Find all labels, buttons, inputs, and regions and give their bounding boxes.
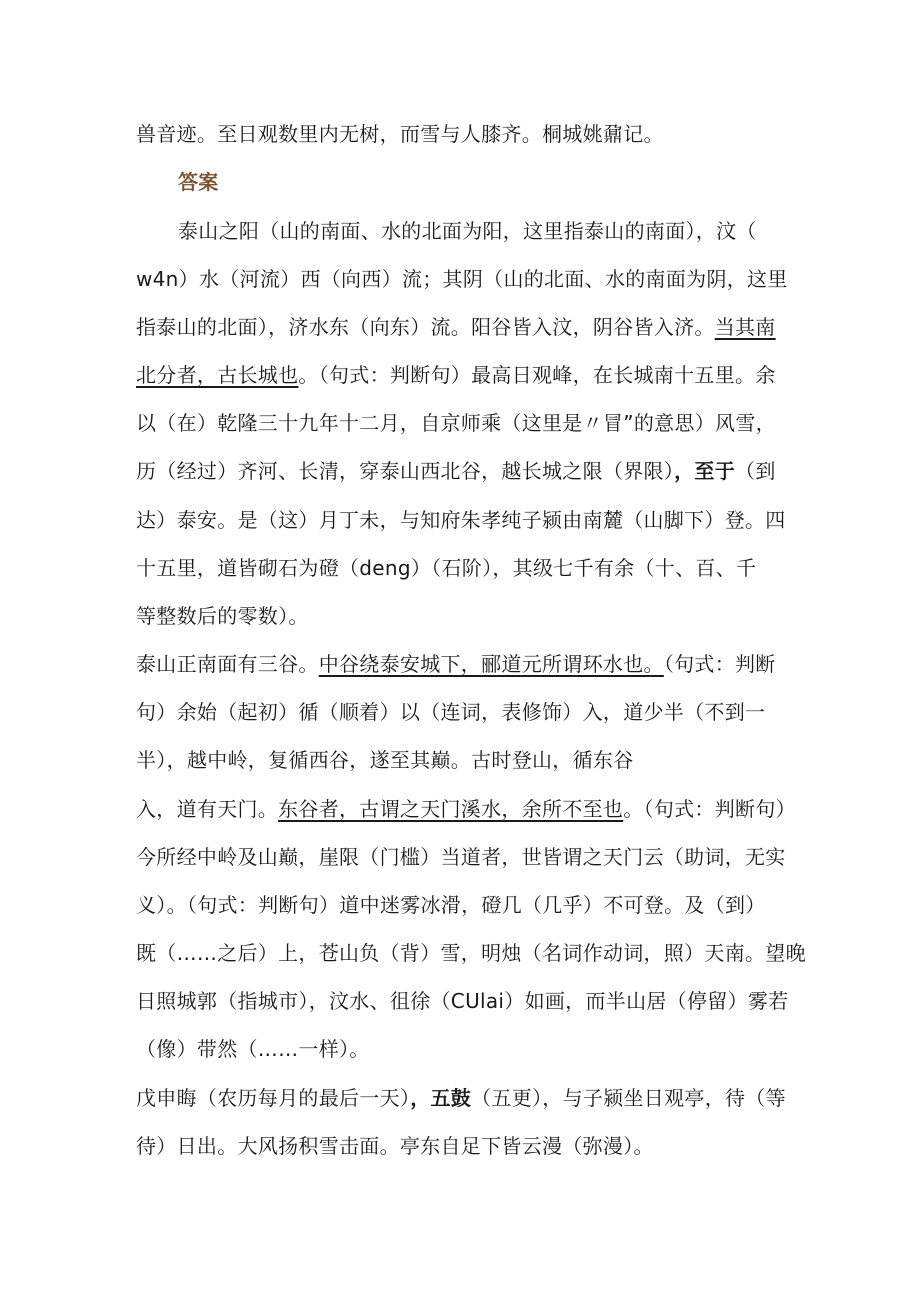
text-line [136, 1132, 654, 1160]
underlined-segment: 东谷者，古谓之天门溪水，余所不至也 [278, 797, 624, 821]
text-line [136, 602, 309, 630]
text-segment: 待）日出。大风扬积雪击面。亭东自足下皆云漫（弥漫）。 [136, 1134, 654, 1158]
text-segment: 。（句式：判断句）最高日观峰，在长城南十五里。余 [298, 363, 776, 387]
text-line [136, 361, 776, 389]
text-segment: w4n）水（河流）西（向西）流；其阴（山的北面、水的南面为阴，这里 [136, 267, 788, 291]
text-line [136, 843, 786, 871]
text-segment: 以（在）乾隆三十九年十二月，自京师乘（这里是〃冒”的意思）风雪， [136, 411, 776, 435]
text-segment: 等整数后的零数）。 [136, 604, 309, 628]
text-line [136, 1035, 370, 1063]
text-line [136, 265, 788, 293]
text-line [136, 939, 806, 967]
text-segment: 指泰山的北面），济水东（向东）流。阳谷皆入汶，阴谷皆入济。 [136, 315, 715, 339]
text-segment: 泰山之阳（山的南面、水的北面为阳，这里指泰山的南面），汶（ [178, 219, 757, 243]
text-line [136, 987, 788, 1015]
text-segment: 半），越中岭，复循西谷，遂至其巅。古时登山，循东谷 [136, 748, 634, 772]
text-line [136, 650, 776, 678]
text-segment: 历（经过）齐河、长清，穿泰山西北谷，越长城之限（界限） [136, 459, 675, 483]
underlined-segment: 中谷绕泰安城下，郦道元所谓环水也。 [318, 652, 664, 676]
text-line [136, 891, 766, 919]
text-segment: 入，道有天门。 [136, 797, 279, 821]
text-line [136, 795, 796, 823]
underlined-segment: 北分者，古长城也 [136, 363, 299, 387]
text-line [136, 457, 776, 485]
bold-segment: ，五鼓 [410, 1086, 472, 1110]
text-line [136, 554, 756, 582]
text-line [136, 409, 776, 437]
text-line [136, 506, 786, 534]
text-line [136, 313, 776, 341]
text-segment: 。（句式：判断句） [623, 797, 796, 821]
text-segment: 戊申晦（农历每月的最后一天） [136, 1086, 411, 1110]
text-segment: 日照城郭（指城市），汶水、徂徐（CUlai）如画，而半山居（停留）雾若 [136, 989, 789, 1013]
text-line [136, 120, 664, 148]
text-line [136, 698, 765, 726]
text-segment: 义）。（句式：判断句）道中迷雾冰滑，磴几（几乎）不可登。及（到） [136, 893, 766, 917]
text-segment: 达）泰安。是（这）月丁未，与知府朱孝纯子颍由南麓（山脚下）登。四 [136, 508, 786, 532]
text-segment: 泰山正南面有三谷。 [136, 652, 319, 676]
text-line [178, 217, 757, 245]
text-segment: （到 [735, 459, 776, 483]
bold-segment: ，至于 [674, 459, 736, 483]
text-line [136, 1084, 786, 1112]
text-segment: 今所经中岭及山巅，崖限（门槛）当道者，世皆谓之天门云（助词，无实 [136, 845, 786, 869]
text-segment: （五更），与子颍坐日观亭，待（等 [471, 1086, 786, 1110]
text-segment: 十五里，道皆砌石为磴（deng）（石阶），其级七千有余（十、百、千 [136, 556, 757, 580]
text-segment: （句式：判断 [663, 652, 776, 676]
text-segment: （像）带然（……一样）。 [136, 1037, 370, 1061]
text-line [136, 746, 634, 774]
underlined-segment: 当其南 [714, 315, 776, 339]
text-segment: 既（……之后）上，苍山负（背）雪，明烛（名词作动词，照）天南。望晚 [136, 941, 806, 965]
answer-heading: 答案 [178, 170, 219, 194]
text-segment: 兽音迹。至日观数里内无树，而雪与人膝齐。桐城姚鼐记。 [136, 122, 664, 146]
text-segment: 句）余始（起初）循（顺着）以（连词，表修饰）入，道少半（不到一 [136, 700, 766, 724]
